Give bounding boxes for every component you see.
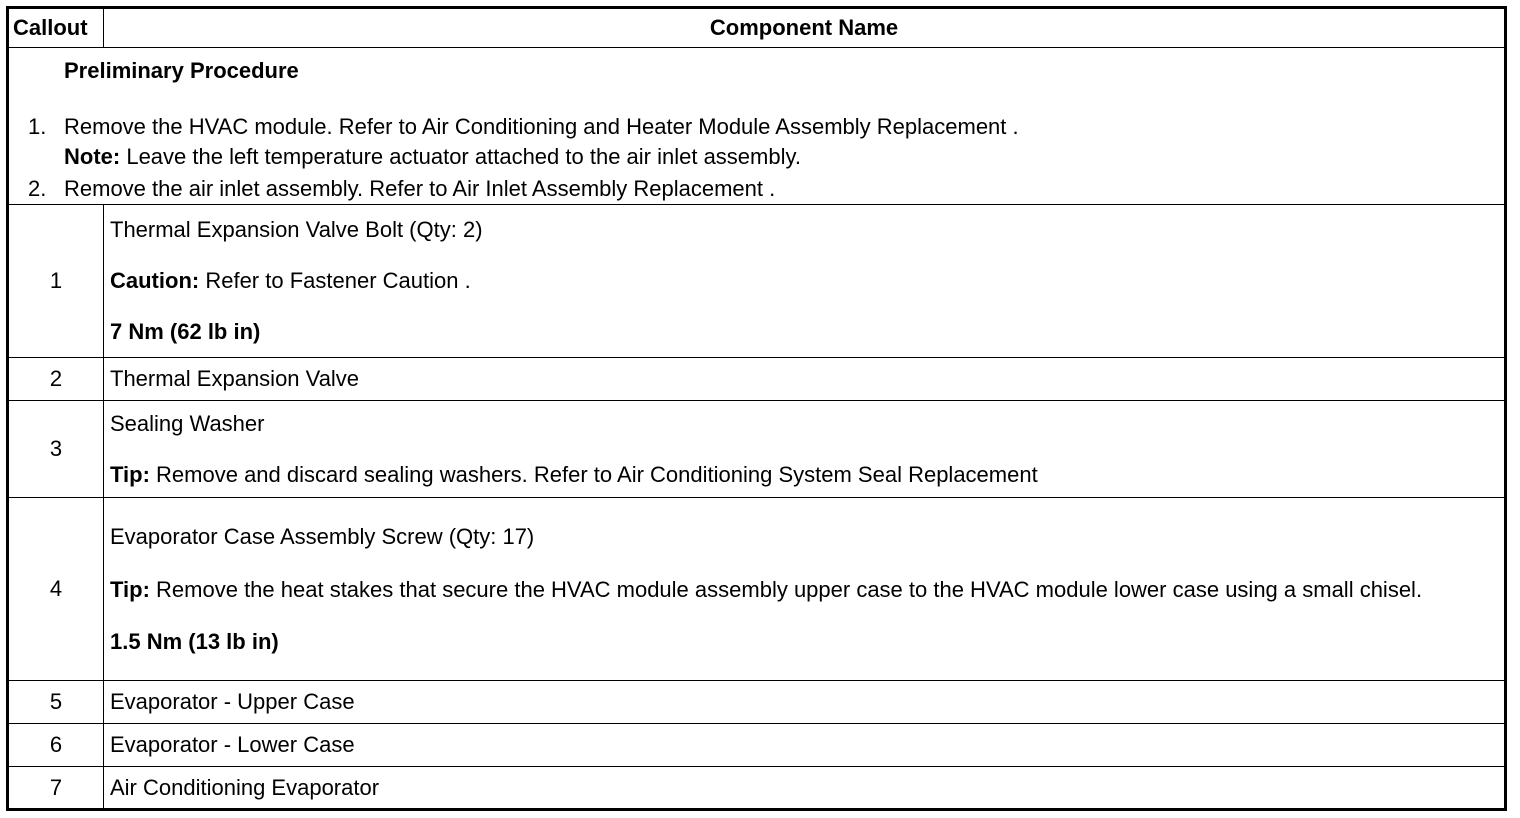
caution-line — [110, 268, 1464, 294]
callout-number: 7 — [8, 767, 104, 810]
preliminary-procedure-title: Preliminary Procedure — [64, 58, 299, 83]
caution-colon: : — [191, 268, 200, 293]
tip-line — [110, 462, 1464, 488]
table-row — [8, 205, 1506, 358]
callout-number: 3 — [8, 401, 104, 498]
note-label: Note: — [64, 144, 121, 169]
component-name-cell — [104, 401, 1506, 498]
callout-number: 5 — [8, 681, 104, 724]
component-name-column-header: Component Name — [104, 8, 1506, 48]
component-name: Evaporator - Lower Case — [104, 724, 1506, 767]
tip-text: Remove and discard sealing washers. Refer to Air Conditioning System Seal Replacement — [149, 461, 1038, 487]
table-row — [8, 358, 1506, 401]
component-table — [6, 6, 1507, 811]
tip-text: Remove the heat stakes that secure the HVAC module assembly upper case to the HVAC module lower case using a small chisel. — [149, 576, 1423, 602]
callout-column-header: Callout — [8, 8, 104, 48]
callout-number: 4 — [8, 498, 104, 681]
table-row — [8, 498, 1506, 681]
tip-line — [110, 575, 1464, 604]
step-number: 1. — [28, 114, 47, 139]
tip-label: Tip: — [110, 461, 150, 487]
step-number: 2. — [28, 176, 47, 201]
callout-number: 2 — [8, 358, 104, 401]
component-name-cell — [104, 498, 1506, 681]
tip-label: Tip: — [110, 576, 150, 602]
component-name: Sealing Washer — [110, 410, 265, 436]
preliminary-procedure-row — [8, 48, 1506, 205]
component-name: Evaporator Case Assembly Screw (Qty: 17) — [110, 523, 535, 549]
step-text: Remove the air inlet assembly. Refer to Air Inlet Assembly Replacement . — [64, 176, 776, 201]
callout-number: 1 — [8, 205, 104, 358]
table-row — [8, 767, 1506, 810]
table-row — [8, 401, 1506, 498]
table-row — [8, 681, 1506, 724]
callout-number: 6 — [8, 724, 104, 767]
caution-text: Refer to Fastener Caution . — [199, 268, 471, 293]
component-name: Evaporator - Upper Case — [104, 681, 1506, 724]
preliminary-procedure-cell — [8, 48, 1506, 205]
torque-spec: 7 Nm (62 lb in) — [110, 319, 261, 344]
note-text: Leave the left temperature actuator attached to the air inlet assembly. — [120, 144, 801, 169]
table-row — [8, 724, 1506, 767]
component-name-cell — [104, 205, 1506, 358]
component-name: Thermal Expansion Valve Bolt (Qty: 2) — [110, 217, 483, 242]
caution-label: Caution — [110, 268, 192, 293]
table-header-row — [8, 8, 1506, 48]
component-name: Air Conditioning Evaporator — [104, 767, 1506, 810]
torque-spec: 1.5 Nm (13 lb in) — [110, 628, 279, 654]
step-note — [64, 144, 801, 170]
step-text: Remove the HVAC module. Refer to Air Conditioning and Heater Module Assembly Replacement . — [64, 114, 1019, 139]
component-name: Thermal Expansion Valve — [104, 358, 1506, 401]
